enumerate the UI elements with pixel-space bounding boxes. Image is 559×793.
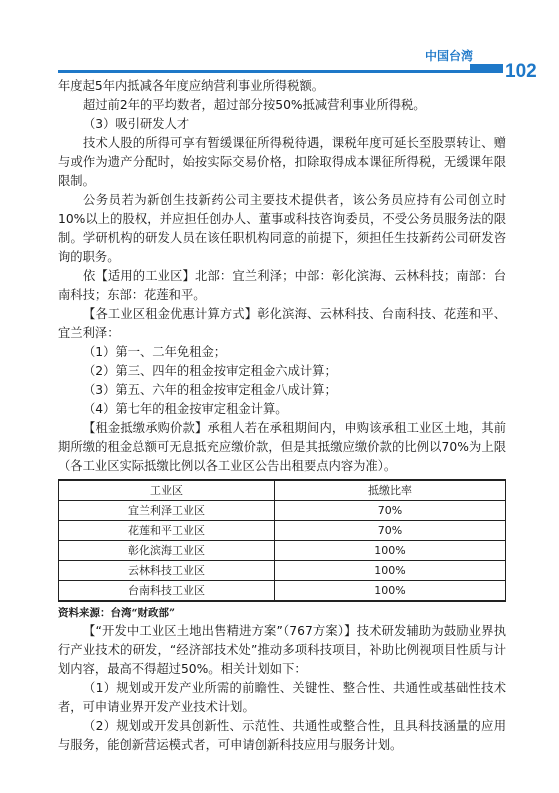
page-number-tab [470,64,503,73]
list-item: （1）规划或开发产业所需的前瞻性、关键性、整合性、共通性或基础性技术者，可申请业界开发产业技术计划。 [58,681,506,714]
paragraph: 【各工业区租金优惠计算方式】彰化滨海、云林科技、台南科技、花莲和平、宜兰利泽： [58,307,506,340]
paragraph: 【“开发中工业区土地出售精进方案”（767方案）】技术研发辅助为鼓励业界执行产业技术的研发，“经济部技术处”推动多项科技项目，补助比例视项目性质与计划内容，最高不得超过50%。相关计划如下： [58,624,506,676]
table-cell: 100% [275,581,506,602]
table-cell: 70% [275,521,506,541]
paragraph: 技术人股的所得可享有暂缓课征所得税待遇，课税年度可延长至股票转让、赠与或作为遗产分配时，始按实际交易价格，扣除取得成本课征所得税，无缓课年限限制。 [58,136,506,188]
table-row [59,501,506,521]
table-cell: 宜兰利泽工业区 [59,501,275,521]
table-cell: 彰化滨海工业区 [59,541,275,561]
table-cell: 花莲和平工业区 [59,521,275,541]
table-row [59,521,506,541]
list-item: （2）第三、四年的租金按审定租金六成计算； [83,364,337,378]
list-item: （3）第五、六年的租金按审定租金八成计算； [83,383,337,397]
offset-ratio-table [58,479,506,602]
table-header-cell: 工业区 [59,480,275,501]
page-number: 102 [505,61,537,82]
table-cell: 台南科技工业区 [59,581,275,602]
table-row [59,561,506,581]
paragraph: 【租金抵缴承购价款】承租人若在承租期间内，申购该承租工业区土地，其前期所缴的租金总额可无息抵充应缴价款，但是其抵缴应缴价款的比例以70%为上限（各工业区实际抵缴比例以各工业区公告出租要点内容为准）。 [58,421,506,473]
source-note: 资料来源：台湾“财政部” [58,607,176,619]
table-cell: 70% [275,501,506,521]
table-header-row [59,480,506,501]
table-cell: 云林科技工业区 [59,561,275,581]
page-body [58,77,506,755]
paragraph: 年度起5年内抵减各年度应纳营利事业所得税额。 [58,79,325,93]
subheading: （3）吸引研发人才 [83,117,190,131]
paragraph: 超过前2年的平均数者，超过部分按50%抵减营利事业所得税。 [83,98,426,112]
paragraph: 依【适用的工业区】北部：宜兰利泽；中部：彰化滨海、云林科技；南部：台南科技；东部：花莲和平。 [58,269,506,302]
table-cell: 100% [275,541,506,561]
header-rule [58,70,503,73]
list-item: （2）规划或开发具创新性、示范性、共通性或整合性，且具科技涵量的应用与服务，能创新营运模式者，可申请创新科技应用与服务计划。 [58,719,506,752]
table-row [59,541,506,561]
section-title: 中国台湾 [425,49,474,63]
table-row [59,581,506,602]
paragraph: 公务员若为新创生技新药公司主要技术提供者，该公务员应持有公司创立时10%以上的股权，并应担任创办人、董事或科技咨询委员，不受公务员服务法的限制。学研机构的研发人员在该任职机构同意的前提下，须担任生技新药公司研发咨询的职务。 [58,193,506,264]
list-item: （4）第七年的租金按审定租金计算。 [83,402,288,416]
table-cell: 100% [275,561,506,581]
list-item: （1）第一、二年免租金； [83,345,227,359]
table-header-cell: 抵缴比率 [275,480,506,501]
